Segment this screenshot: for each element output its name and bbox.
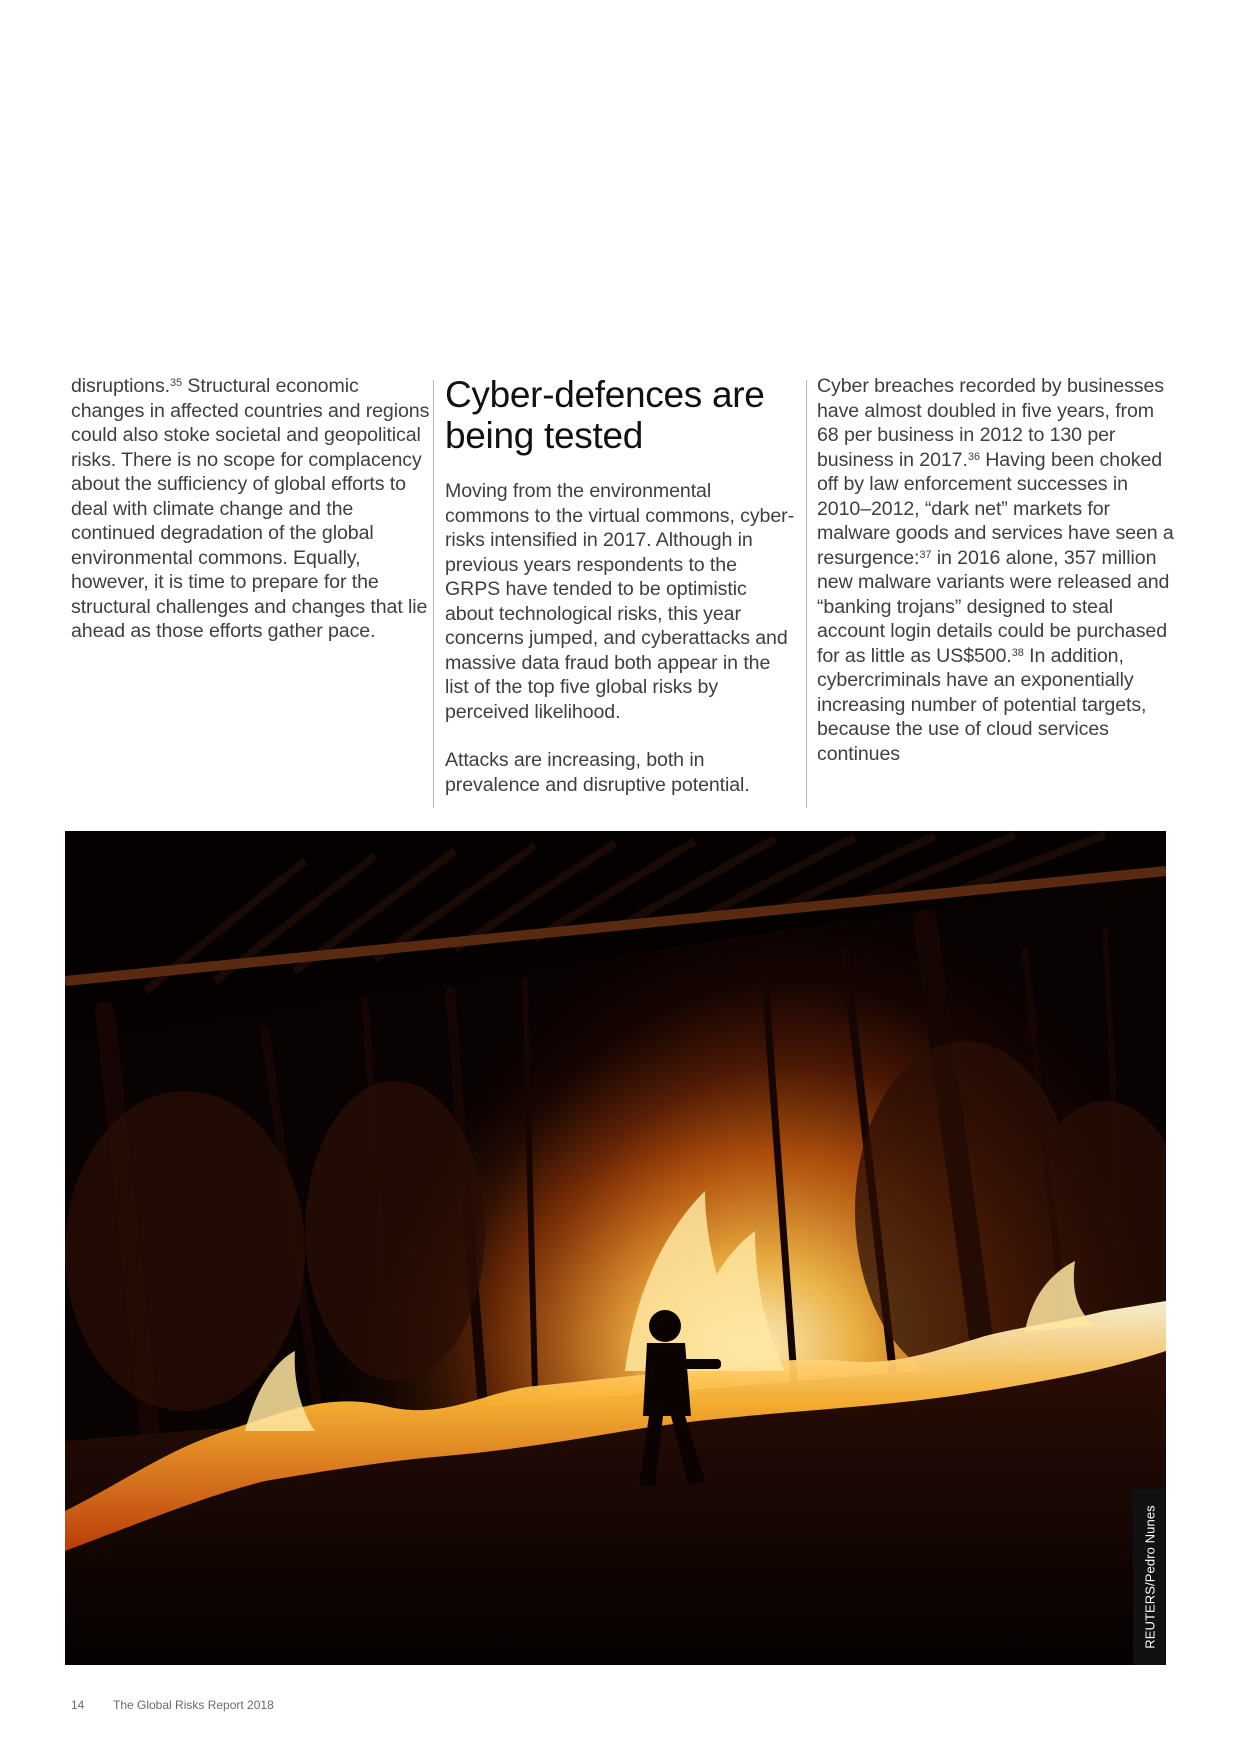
wildfire-photo xyxy=(65,831,1166,1665)
page-footer xyxy=(71,1698,274,1712)
footnote-ref: 36 xyxy=(967,450,980,463)
body-paragraph xyxy=(71,374,431,644)
text-column-3 xyxy=(817,374,1177,766)
column-divider xyxy=(433,380,434,808)
footnote-ref: 38 xyxy=(1011,646,1024,659)
text-run: Structural economic changes in affected countries and regions could also stoke societal and geopolitical risks. There is no scope for complacency about the sufficiency of global efforts to deal with climate change and the continued degradation of the global environmental commons. Equally, however, it is time to prepare for the structural challenges and changes that lie ahead as those efforts gather pace. xyxy=(71,375,430,642)
footnote-ref: 35 xyxy=(170,377,183,389)
text-run: disruptions. xyxy=(71,375,170,397)
photo-credit-box xyxy=(1133,1489,1166,1665)
text-run: Having been choked off by law enforcement successes in 2010–2012, “dark net” markets for malware goods and services have seen a resurgence: xyxy=(817,448,1174,569)
text-run: in 2016 alone, 357 million new malware variants were released and “banking trojans” designed to steal account login details could be purchased for as little as US$500. xyxy=(817,546,1170,667)
text-run: Cyber breaches recorded by businesses have almost doubled in five years, from 68 per business in 2012 to 130 per business in 2017. xyxy=(817,375,1164,471)
photo-credit: REUTERS/Pedro Nunes xyxy=(1142,1505,1157,1649)
page-number: 14 xyxy=(71,1698,85,1712)
text-run: In addition, cybercriminals have an exponentially increasing number of potential targets, because the use of cloud services continues xyxy=(817,644,1147,765)
text-column-1 xyxy=(71,374,431,644)
column-divider xyxy=(806,380,807,808)
footnote-ref: 37 xyxy=(919,548,932,561)
body-paragraph: Attacks are increasing, both in prevalence and disruptive potential. xyxy=(445,749,750,796)
report-title: The Global Risks Report 2018 xyxy=(113,1698,274,1712)
wildfire-scene-illustration xyxy=(65,831,1166,1665)
section-heading: Cyber-defences are being tested xyxy=(445,374,765,456)
text-column-2 xyxy=(445,374,795,797)
body-paragraph: Moving from the environmental commons to the virtual commons, cyber-risks intensified in 2017. Although in previous years respondents to the GRPS have tended to be optimistic about technological risks, this year concerns jumped, and cyberattacks and massive data fraud both appear in the list of the top five global risks by perceived likelihood. xyxy=(445,480,795,723)
body-paragraph xyxy=(817,374,1177,766)
